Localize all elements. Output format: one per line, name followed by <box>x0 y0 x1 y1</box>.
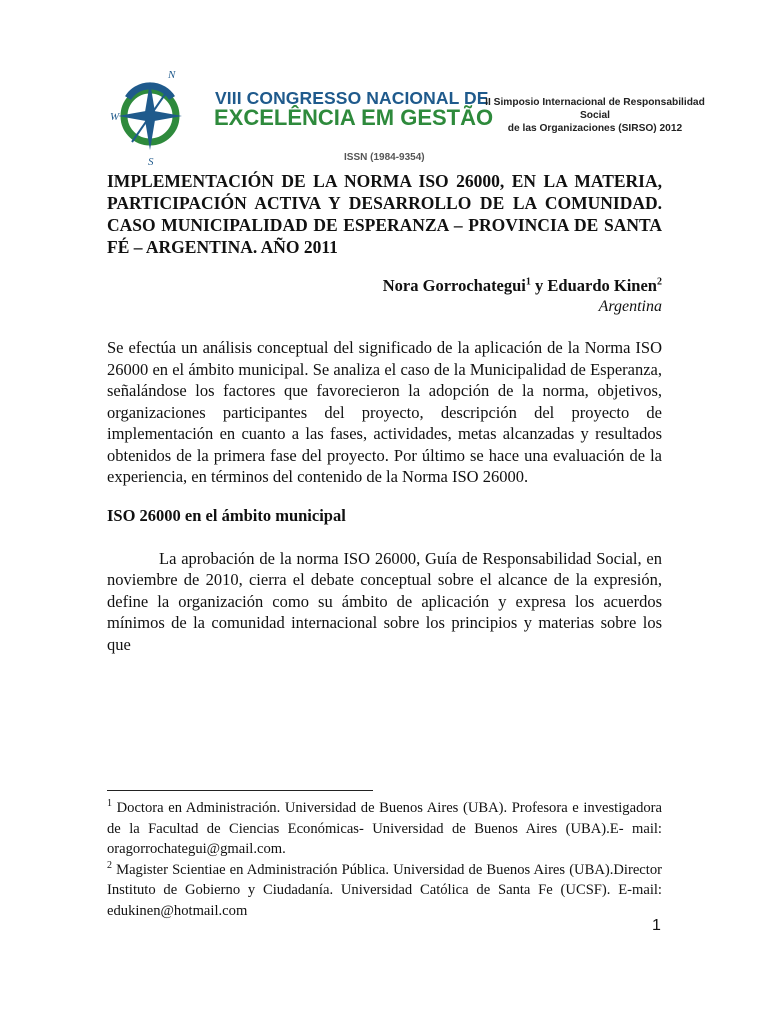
footnote-divider <box>107 790 373 791</box>
compass-logo-icon <box>110 68 190 168</box>
symposium-line2: de las Organizaciones (SIRSO) 2012 <box>507 123 683 134</box>
footnote-2-mark: 2 <box>107 859 112 871</box>
congress-name-line2: EXCELÊNCIA EM GESTÃO <box>214 105 494 130</box>
footnotes <box>107 798 662 921</box>
page-header <box>100 62 720 172</box>
page-number: 1 <box>652 917 661 934</box>
congress-name-line1: VIII CONGRESSO NACIONAL DE <box>215 88 489 108</box>
author-2: Eduardo Kinen <box>547 276 657 295</box>
footnote-ref-1: 1 <box>525 276 531 288</box>
footnote-2 <box>107 860 662 922</box>
compass-s: S <box>148 156 154 168</box>
author-connector: y <box>530 276 548 295</box>
section-heading: ISO 26000 en el ámbito municipal <box>107 505 346 525</box>
footnote-1 <box>107 798 662 860</box>
section-paragraph: La aprobación de la norma ISO 26000, Guía de Responsabilidad Social, en noviembre de 2010, cierra el debate conceptual sobre el alcance de la expresión, define la organización como su ámbito de aplicación y expresa los acuerdos mínimos de la comunidad internacional sobre los principios y materias sobre los que <box>107 548 662 654</box>
compass-w: W <box>110 111 120 123</box>
abstract-paragraph: Se efectúa un análisis conceptual del significado de la aplicación de la Norma ISO 26000 en el ámbito municipal. Se analiza el caso de la Municipalidad de Esperanza, señalándose los factores que favorecieron la adopción de la norma, objetivos, organizaciones participantes del proyecto, descripción del proyecto de implementación en cuanto a las fases, actividades, metas alcanzadas y resultados obtenidos de la primera fase del proyecto. Por último se hace una evaluación de la experiencia, en términos del contenido de la Norma ISO 26000. <box>107 338 662 486</box>
paper-title: IMPLEMENTACIÓN DE LA NORMA ISO 26000, EN LA MATERIA, PARTICIPACIÓN ACTIVA Y DESARROLLO DE LA COMUNIDAD. CASO MUNICIPALIDAD DE ESPERANZA – PROVINCIA DE SANTA FÉ – ARGENTINA. AÑO 2011 <box>107 171 662 257</box>
symposium-name <box>470 96 720 135</box>
footnote-1-mark: 1 <box>107 798 112 810</box>
footnote-2-text: Magister Scientiae en Administración Pública. Universidad de Buenos Aires (UBA).Director Instituto de Gobierno y Ciudadanía. Universidad Católica de Santa Fe (UCSF). E-mail: edukinen@hotmail.com <box>107 861 662 919</box>
footnote-ref-2: 2 <box>657 276 662 288</box>
compass-n: N <box>168 69 176 81</box>
footnote-1-text: Doctora en Administración. Universidad de Buenos Aires (UBA). Profesora e investigadora de la Facultad de Ciencias Económicas- Universidad de Buenos Aires (UBA).E- mail: oragorrochategui@gmail.com. <box>107 800 662 857</box>
author-country: Argentina <box>598 298 662 315</box>
article-body <box>107 170 662 672</box>
issn-label: ISSN (1984-9354) <box>344 152 425 163</box>
symposium-line1: II Simposio Internacional de Responsabilidad Social <box>485 97 705 121</box>
author-line <box>107 275 662 297</box>
author-1: Nora Gorrochategui <box>382 276 526 295</box>
